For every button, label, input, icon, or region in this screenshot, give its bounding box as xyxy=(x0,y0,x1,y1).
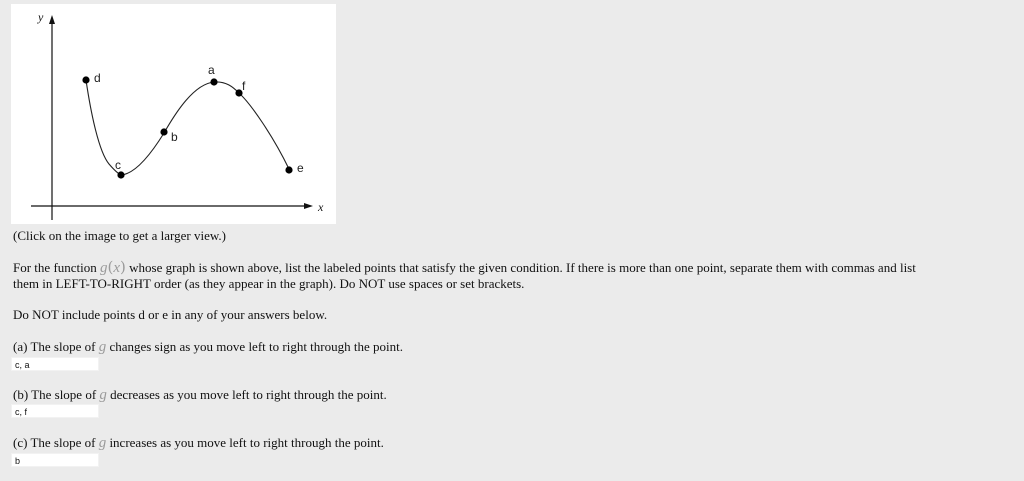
question-b-prefix: (b) The slope of xyxy=(13,387,100,402)
graph-image[interactable] xyxy=(11,4,336,224)
question-a-suffix: changes sign as you move left to right through the point. xyxy=(106,339,403,354)
question-c-prefix: (c) The slope of xyxy=(13,435,99,450)
answer-b-input[interactable]: c, f xyxy=(11,404,99,418)
point-e-label: e xyxy=(297,161,304,175)
point-a xyxy=(210,78,217,85)
instructions-suffix: whose graph is shown above, list the labeled points that satisfy the given condition. If there is more than one point, separate them with commas and list xyxy=(125,260,916,275)
point-c-label: c xyxy=(115,158,121,172)
graph-svg[interactable] xyxy=(11,4,336,224)
point-a-label: a xyxy=(208,63,215,77)
question-a xyxy=(13,339,403,355)
answer-c-input[interactable]: b xyxy=(11,453,99,467)
point-e xyxy=(285,166,292,173)
function-arg: x xyxy=(113,260,121,276)
y-axis-label: y xyxy=(38,10,44,24)
instructions-line-1 xyxy=(13,259,916,276)
point-b xyxy=(160,128,167,135)
point-b-label: b xyxy=(171,130,178,144)
question-b-var: g xyxy=(99,387,107,403)
point-d-label: d xyxy=(94,71,101,85)
question-b xyxy=(13,387,387,403)
point-d xyxy=(82,76,89,83)
function-name: g xyxy=(100,260,108,276)
x-axis-arrow xyxy=(304,203,313,209)
question-b-suffix: decreases as you move left to right through the point. xyxy=(106,387,387,402)
function-paren-close: ) xyxy=(120,258,126,276)
instructions-line-2: them in LEFT-TO-RIGHT order (as they appear in the graph). Do NOT use spaces or set brackets. xyxy=(13,276,525,291)
point-f-label: f xyxy=(242,79,246,93)
instructions-prefix: For the function xyxy=(13,260,101,275)
question-c-suffix: increases as you move left to right through the point. xyxy=(106,435,384,450)
question-c-var: g xyxy=(98,435,107,451)
function-paren-open: ( xyxy=(107,258,114,276)
question-c xyxy=(13,435,384,451)
y-axis-arrow xyxy=(49,15,55,24)
x-axis-label: x xyxy=(318,200,324,214)
question-a-var: g xyxy=(98,339,107,355)
answer-a-input[interactable]: c, a xyxy=(11,357,99,371)
note-text: Do NOT include points d or e in any of your answers below. xyxy=(13,307,328,322)
point-c xyxy=(117,171,124,178)
question-a-prefix: (a) The slope of xyxy=(13,339,99,354)
enlarge-caption[interactable]: (Click on the image to get a larger view.) xyxy=(13,228,226,243)
